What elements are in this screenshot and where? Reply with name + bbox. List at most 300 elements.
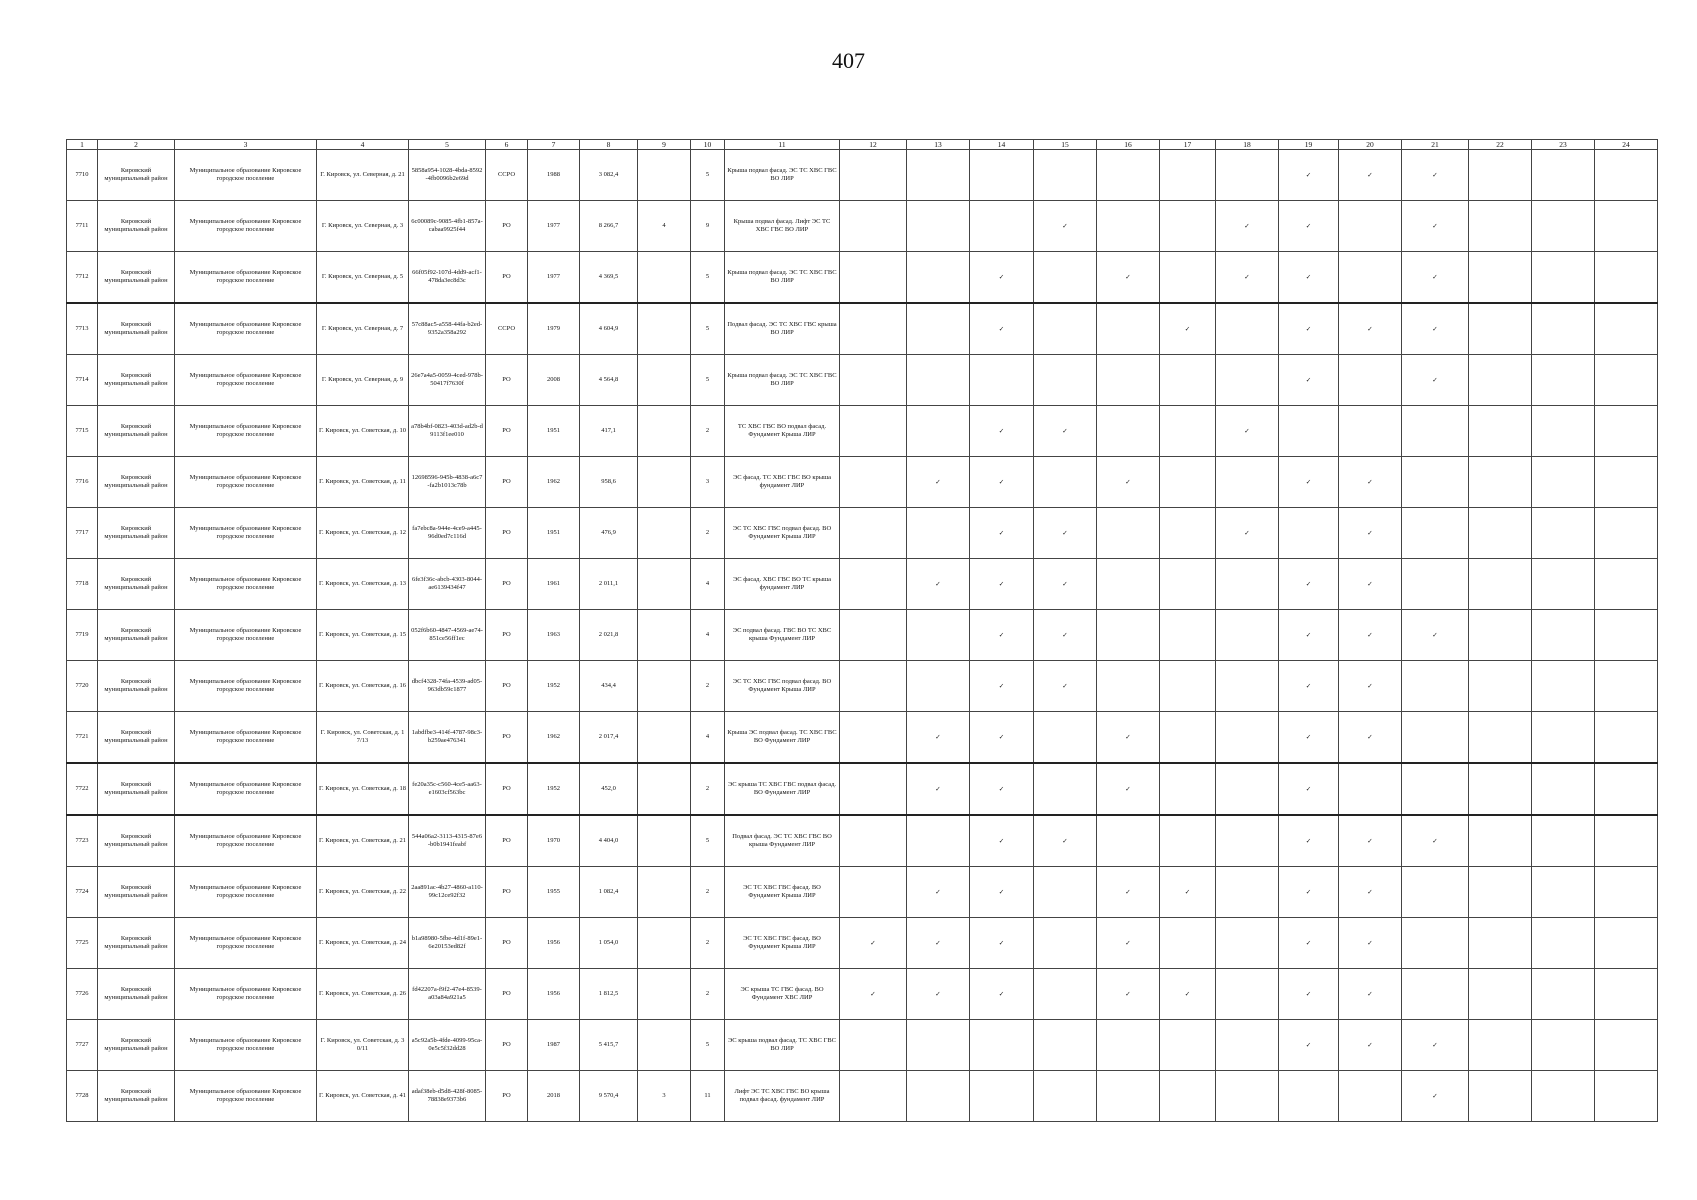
empty-mark-cell	[840, 457, 907, 508]
total-area-cell: 417,1	[580, 406, 638, 457]
empty-mark-cell	[1097, 201, 1160, 252]
empty-mark-cell	[1216, 150, 1279, 201]
empty-mark-cell	[1595, 815, 1658, 867]
checkmark-icon: ✓	[1279, 303, 1339, 355]
empty-mark-cell	[1216, 815, 1279, 867]
column-9-cell	[638, 150, 691, 201]
build-year-cell: 1956	[528, 918, 580, 969]
empty-mark-cell	[1339, 1071, 1402, 1122]
checkmark-icon: ✓	[970, 867, 1034, 918]
empty-mark-cell	[1532, 559, 1595, 610]
district-cell: Кировский муниципальный район	[98, 252, 175, 304]
empty-mark-cell	[840, 867, 907, 918]
empty-mark-cell	[1532, 252, 1595, 304]
row-number: 7716	[67, 457, 98, 508]
empty-mark-cell	[1402, 559, 1469, 610]
build-year-cell: 1962	[528, 712, 580, 764]
row-number: 7727	[67, 1020, 98, 1071]
checkmark-icon: ✓	[907, 712, 970, 764]
checkmark-icon: ✓	[1097, 867, 1160, 918]
district-cell: Кировский муниципальный район	[98, 1071, 175, 1122]
checkmark-icon: ✓	[1279, 559, 1339, 610]
house-guid-cell: a5c92a5b-4fde-4099-95ca-0e5c5f32dd28	[409, 1020, 486, 1071]
column-header: 8	[580, 140, 638, 150]
empty-mark-cell	[1216, 661, 1279, 712]
build-year-cell: 2008	[528, 355, 580, 406]
empty-mark-cell	[1595, 406, 1658, 457]
total-area-cell: 5 415,7	[580, 1020, 638, 1071]
empty-mark-cell	[907, 1020, 970, 1071]
empty-mark-cell	[907, 201, 970, 252]
checkmark-icon: ✓	[1097, 763, 1160, 815]
empty-mark-cell	[840, 815, 907, 867]
checkmark-icon: ✓	[1339, 661, 1402, 712]
management-type-cell: РО	[486, 1020, 528, 1071]
empty-mark-cell	[1532, 355, 1595, 406]
empty-mark-cell	[1532, 457, 1595, 508]
municipality-cell: Муниципальное образование Кировское городское поселение	[175, 712, 317, 764]
empty-mark-cell	[970, 1071, 1034, 1122]
checkmark-icon: ✓	[970, 457, 1034, 508]
empty-mark-cell	[1402, 457, 1469, 508]
column-9-cell	[638, 969, 691, 1020]
municipality-cell: Муниципальное образование Кировское городское поселение	[175, 1020, 317, 1071]
management-type-cell: РО	[486, 559, 528, 610]
address-cell: Г. Кировск, ул. Советская, д. 17/13	[317, 712, 409, 764]
empty-mark-cell	[1034, 355, 1097, 406]
house-guid-cell: fd42207a-f9f2-47e4-8539-a03a84a921a5	[409, 969, 486, 1020]
management-type-cell: ССРО	[486, 303, 528, 355]
empty-mark-cell	[1097, 1071, 1160, 1122]
row-number: 7718	[67, 559, 98, 610]
empty-mark-cell	[1595, 763, 1658, 815]
column-10-cell: 2	[691, 406, 725, 457]
row-number: 7711	[67, 201, 98, 252]
column-9-cell	[638, 815, 691, 867]
house-guid-cell: 544a06a2-3113-4315-87e6-b0b1941feabf	[409, 815, 486, 867]
empty-mark-cell	[1034, 1020, 1097, 1071]
management-type-cell: РО	[486, 763, 528, 815]
empty-mark-cell	[970, 355, 1034, 406]
table-row	[67, 867, 1658, 918]
district-cell: Кировский муниципальный район	[98, 815, 175, 867]
empty-mark-cell	[1595, 918, 1658, 969]
checkmark-icon: ✓	[1216, 508, 1279, 559]
empty-mark-cell	[840, 406, 907, 457]
work-types-cell: ТС ХВС ГВС ВО подвал фасад. Фундамент Крыша ЛИР	[725, 406, 840, 457]
empty-mark-cell	[1160, 406, 1216, 457]
column-9-cell	[638, 508, 691, 559]
work-types-cell: ЭС крыша ТС ГВС фасад. ВО Фундамент ХВС ЛИР	[725, 969, 840, 1020]
empty-mark-cell	[1595, 1020, 1658, 1071]
checkmark-icon: ✓	[1034, 406, 1097, 457]
checkmark-icon: ✓	[970, 969, 1034, 1020]
empty-mark-cell	[907, 303, 970, 355]
column-9-cell: 4	[638, 201, 691, 252]
checkmark-icon: ✓	[1034, 815, 1097, 867]
management-type-cell: РО	[486, 918, 528, 969]
checkmark-icon: ✓	[970, 252, 1034, 304]
management-type-cell: РО	[486, 457, 528, 508]
municipality-cell: Муниципальное образование Кировское городское поселение	[175, 559, 317, 610]
empty-mark-cell	[1034, 763, 1097, 815]
checkmark-icon: ✓	[907, 918, 970, 969]
empty-mark-cell	[840, 150, 907, 201]
build-year-cell: 1963	[528, 610, 580, 661]
column-header: 5	[409, 140, 486, 150]
management-type-cell: РО	[486, 867, 528, 918]
build-year-cell: 1977	[528, 201, 580, 252]
checkmark-icon: ✓	[1034, 559, 1097, 610]
empty-mark-cell	[1595, 303, 1658, 355]
empty-mark-cell	[1595, 1071, 1658, 1122]
empty-mark-cell	[1216, 457, 1279, 508]
work-types-cell: ЭС подвал фасад. ГВС ВО ТС ХВС крыша Фундамент ЛИР	[725, 610, 840, 661]
column-header: 14	[970, 140, 1034, 150]
work-types-cell: Крыша подвал фасад. Лифт ЭС ТС ХВС ГВС ВО ЛИР	[725, 201, 840, 252]
build-year-cell: 1952	[528, 763, 580, 815]
empty-mark-cell	[1532, 508, 1595, 559]
empty-mark-cell	[1216, 969, 1279, 1020]
checkmark-icon: ✓	[1279, 150, 1339, 201]
table-row	[67, 303, 1658, 355]
empty-mark-cell	[907, 508, 970, 559]
checkmark-icon: ✓	[1279, 969, 1339, 1020]
checkmark-icon: ✓	[1402, 252, 1469, 304]
build-year-cell: 1962	[528, 457, 580, 508]
empty-mark-cell	[1532, 201, 1595, 252]
empty-mark-cell	[840, 712, 907, 764]
total-area-cell: 2 021,8	[580, 610, 638, 661]
build-year-cell: 1977	[528, 252, 580, 304]
empty-mark-cell	[1469, 1020, 1532, 1071]
empty-mark-cell	[1160, 712, 1216, 764]
checkmark-icon: ✓	[907, 867, 970, 918]
checkmark-icon: ✓	[1339, 559, 1402, 610]
management-type-cell: РО	[486, 508, 528, 559]
empty-mark-cell	[1160, 815, 1216, 867]
column-10-cell: 2	[691, 508, 725, 559]
empty-mark-cell	[1469, 1071, 1532, 1122]
empty-mark-cell	[1216, 610, 1279, 661]
total-area-cell: 476,9	[580, 508, 638, 559]
house-guid-cell: fe20a35c-c560-4ce5-aa63-e1603cf563bc	[409, 763, 486, 815]
management-type-cell: РО	[486, 1071, 528, 1122]
checkmark-icon: ✓	[1402, 201, 1469, 252]
empty-mark-cell	[1034, 867, 1097, 918]
management-type-cell: РО	[486, 355, 528, 406]
municipality-cell: Муниципальное образование Кировское городское поселение	[175, 406, 317, 457]
address-cell: Г. Кировск, ул. Северная, д. 3	[317, 201, 409, 252]
empty-mark-cell	[907, 252, 970, 304]
empty-mark-cell	[1160, 252, 1216, 304]
house-guid-cell: a78b4bf-0823-403d-ad2b-d9113f1ee010	[409, 406, 486, 457]
column-9-cell	[638, 1020, 691, 1071]
housing-register-table	[66, 139, 1658, 1122]
municipality-cell: Муниципальное образование Кировское городское поселение	[175, 457, 317, 508]
table-row	[67, 712, 1658, 764]
row-number: 7719	[67, 610, 98, 661]
checkmark-icon: ✓	[1097, 969, 1160, 1020]
empty-mark-cell	[840, 610, 907, 661]
column-header: 9	[638, 140, 691, 150]
checkmark-icon: ✓	[970, 406, 1034, 457]
checkmark-icon: ✓	[1279, 867, 1339, 918]
table-row	[67, 763, 1658, 815]
empty-mark-cell	[1532, 815, 1595, 867]
row-number: 7710	[67, 150, 98, 201]
house-guid-cell: adaf38eb-d5d8-428f-8085-78838e9373b6	[409, 1071, 486, 1122]
empty-mark-cell	[1034, 918, 1097, 969]
work-types-cell: Подвал фасад. ЭС ТС ХВС ГВС крыша ВО ЛИР	[725, 303, 840, 355]
municipality-cell: Муниципальное образование Кировское городское поселение	[175, 303, 317, 355]
checkmark-icon: ✓	[907, 763, 970, 815]
empty-mark-cell	[840, 252, 907, 304]
empty-mark-cell	[1097, 1020, 1160, 1071]
checkmark-icon: ✓	[1279, 252, 1339, 304]
empty-mark-cell	[1402, 508, 1469, 559]
checkmark-icon: ✓	[1279, 661, 1339, 712]
checkmark-icon: ✓	[1216, 406, 1279, 457]
empty-mark-cell	[1469, 150, 1532, 201]
empty-mark-cell	[840, 201, 907, 252]
checkmark-icon: ✓	[1097, 252, 1160, 304]
column-9-cell	[638, 867, 691, 918]
work-types-cell: ЭС ТС ХВС ГВС подвал фасад. ВО Фундамент Крыша ЛИР	[725, 661, 840, 712]
column-header: 2	[98, 140, 175, 150]
checkmark-icon: ✓	[1402, 1020, 1469, 1071]
district-cell: Кировский муниципальный район	[98, 201, 175, 252]
total-area-cell: 2 011,1	[580, 559, 638, 610]
column-9-cell	[638, 918, 691, 969]
total-area-cell: 434,4	[580, 661, 638, 712]
column-header: 1	[67, 140, 98, 150]
district-cell: Кировский муниципальный район	[98, 610, 175, 661]
empty-mark-cell	[1532, 763, 1595, 815]
row-number: 7723	[67, 815, 98, 867]
management-type-cell: РО	[486, 610, 528, 661]
checkmark-icon: ✓	[970, 610, 1034, 661]
column-header: 19	[1279, 140, 1339, 150]
work-types-cell: Лифт ЭС ТС ХВС ГВС ВО крыша подвал фасад. фундамент ЛИР	[725, 1071, 840, 1122]
empty-mark-cell	[1532, 661, 1595, 712]
row-number: 7720	[67, 661, 98, 712]
empty-mark-cell	[840, 559, 907, 610]
empty-mark-cell	[1339, 406, 1402, 457]
column-9-cell	[638, 559, 691, 610]
empty-mark-cell	[1216, 303, 1279, 355]
checkmark-icon: ✓	[1279, 712, 1339, 764]
total-area-cell: 9 570,4	[580, 1071, 638, 1122]
empty-mark-cell	[1097, 661, 1160, 712]
row-number: 7713	[67, 303, 98, 355]
management-type-cell: РО	[486, 201, 528, 252]
address-cell: Г. Кировск, ул. Советская, д. 21	[317, 815, 409, 867]
empty-mark-cell	[1469, 508, 1532, 559]
empty-mark-cell	[1469, 969, 1532, 1020]
empty-mark-cell	[1097, 610, 1160, 661]
checkmark-icon: ✓	[1034, 661, 1097, 712]
column-10-cell: 5	[691, 1020, 725, 1071]
column-9-cell	[638, 406, 691, 457]
checkmark-icon: ✓	[1339, 303, 1402, 355]
table-row	[67, 610, 1658, 661]
empty-mark-cell	[840, 1071, 907, 1122]
checkmark-icon: ✓	[1339, 867, 1402, 918]
empty-mark-cell	[1595, 355, 1658, 406]
column-header: 24	[1595, 140, 1658, 150]
column-number-row	[67, 140, 1658, 150]
address-cell: Г. Кировск, ул. Советская, д. 18	[317, 763, 409, 815]
address-cell: Г. Кировск, ул. Северная, д. 9	[317, 355, 409, 406]
table-row	[67, 559, 1658, 610]
column-10-cell: 5	[691, 150, 725, 201]
empty-mark-cell	[1216, 867, 1279, 918]
address-cell: Г. Кировск, ул. Советская, д. 41	[317, 1071, 409, 1122]
total-area-cell: 958,6	[580, 457, 638, 508]
work-types-cell: ЭС фасад. ХВС ГВС ВО ТС крыша фундамент ЛИР	[725, 559, 840, 610]
work-types-cell: Крыша ЭС подвал фасад. ТС ХВС ГВС ВО Фундамент ЛИР	[725, 712, 840, 764]
district-cell: Кировский муниципальный район	[98, 406, 175, 457]
column-10-cell: 5	[691, 303, 725, 355]
total-area-cell: 8 266,7	[580, 201, 638, 252]
house-guid-cell: 66f05f92-107d-4dd9-acf1-478da3ec8d3c	[409, 252, 486, 304]
column-header: 13	[907, 140, 970, 150]
address-cell: Г. Кировск, ул. Советская, д. 16	[317, 661, 409, 712]
table-row	[67, 1071, 1658, 1122]
column-10-cell: 2	[691, 867, 725, 918]
house-guid-cell: 12698596-945b-4838-a6c7-fa2b1013c78b	[409, 457, 486, 508]
total-area-cell: 1 812,5	[580, 969, 638, 1020]
row-number: 7717	[67, 508, 98, 559]
house-guid-cell: 2aa891ac-4b27-4860-a110-99c12ce92f32	[409, 867, 486, 918]
table-row	[67, 918, 1658, 969]
address-cell: Г. Кировск, ул. Северная, д. 21	[317, 150, 409, 201]
checkmark-icon: ✓	[1339, 457, 1402, 508]
empty-mark-cell	[1532, 150, 1595, 201]
management-type-cell: РО	[486, 252, 528, 304]
empty-mark-cell	[1216, 1020, 1279, 1071]
total-area-cell: 3 082,4	[580, 150, 638, 201]
row-number: 7715	[67, 406, 98, 457]
empty-mark-cell	[1469, 252, 1532, 304]
empty-mark-cell	[1595, 712, 1658, 764]
address-cell: Г. Кировск, ул. Советская, д. 15	[317, 610, 409, 661]
work-types-cell: ЭС ТС ХВС ГВС фасад. ВО Фундамент Крыша ЛИР	[725, 867, 840, 918]
checkmark-icon: ✓	[1339, 150, 1402, 201]
row-number: 7728	[67, 1071, 98, 1122]
column-header: 15	[1034, 140, 1097, 150]
column-9-cell	[638, 457, 691, 508]
checkmark-icon: ✓	[1402, 815, 1469, 867]
checkmark-icon: ✓	[1339, 1020, 1402, 1071]
address-cell: Г. Кировск, ул. Советская, д. 22	[317, 867, 409, 918]
checkmark-icon: ✓	[1402, 610, 1469, 661]
district-cell: Кировский муниципальный район	[98, 150, 175, 201]
empty-mark-cell	[1595, 559, 1658, 610]
table-row	[67, 661, 1658, 712]
row-number: 7722	[67, 763, 98, 815]
column-9-cell	[638, 661, 691, 712]
house-guid-cell: 6c00089c-9085-4fb1-857a-cabaa9925f44	[409, 201, 486, 252]
house-guid-cell: fa7ebc8a-944e-4ce9-a445-96d0ed7c116d	[409, 508, 486, 559]
build-year-cell: 1987	[528, 1020, 580, 1071]
empty-mark-cell	[1279, 406, 1339, 457]
empty-mark-cell	[1279, 508, 1339, 559]
column-header: 4	[317, 140, 409, 150]
work-types-cell: Крыша подвал фасад. ЭС ТС ХВС ГВС ВО ЛИР	[725, 355, 840, 406]
checkmark-icon: ✓	[1160, 303, 1216, 355]
checkmark-icon: ✓	[1160, 867, 1216, 918]
empty-mark-cell	[1160, 355, 1216, 406]
checkmark-icon: ✓	[1097, 457, 1160, 508]
row-number: 7724	[67, 867, 98, 918]
checkmark-icon: ✓	[970, 559, 1034, 610]
empty-mark-cell	[1532, 867, 1595, 918]
checkmark-icon: ✓	[970, 303, 1034, 355]
column-header: 23	[1532, 140, 1595, 150]
column-header: 17	[1160, 140, 1216, 150]
build-year-cell: 2018	[528, 1071, 580, 1122]
column-9-cell	[638, 355, 691, 406]
empty-mark-cell	[1469, 303, 1532, 355]
column-header: 18	[1216, 140, 1279, 150]
work-types-cell: Крыша подвал фасад. ЭС ТС ХВС ГВС ВО ЛИР	[725, 150, 840, 201]
empty-mark-cell	[1595, 252, 1658, 304]
build-year-cell: 1956	[528, 969, 580, 1020]
empty-mark-cell	[1469, 867, 1532, 918]
house-guid-cell: 052f6b60-4847-4569-ae74-851ce56ff1ec	[409, 610, 486, 661]
empty-mark-cell	[840, 303, 907, 355]
empty-mark-cell	[1532, 1071, 1595, 1122]
empty-mark-cell	[1160, 661, 1216, 712]
checkmark-icon: ✓	[970, 508, 1034, 559]
empty-mark-cell	[1160, 508, 1216, 559]
empty-mark-cell	[1097, 150, 1160, 201]
district-cell: Кировский муниципальный район	[98, 355, 175, 406]
empty-mark-cell	[1216, 355, 1279, 406]
work-types-cell: ЭС крыша ТС ХВС ГВС подвал фасад. ВО Фундамент ЛИР	[725, 763, 840, 815]
build-year-cell: 1979	[528, 303, 580, 355]
municipality-cell: Муниципальное образование Кировское городское поселение	[175, 815, 317, 867]
checkmark-icon: ✓	[1339, 610, 1402, 661]
municipality-cell: Муниципальное образование Кировское городское поселение	[175, 763, 317, 815]
empty-mark-cell	[970, 1020, 1034, 1071]
management-type-cell: РО	[486, 661, 528, 712]
empty-mark-cell	[1402, 661, 1469, 712]
column-header: 3	[175, 140, 317, 150]
empty-mark-cell	[907, 610, 970, 661]
empty-mark-cell	[1216, 559, 1279, 610]
empty-mark-cell	[1469, 355, 1532, 406]
address-cell: Г. Кировск, ул. Советская, д. 12	[317, 508, 409, 559]
checkmark-icon: ✓	[1279, 355, 1339, 406]
checkmark-icon: ✓	[970, 712, 1034, 764]
empty-mark-cell	[1532, 406, 1595, 457]
row-number: 7725	[67, 918, 98, 969]
municipality-cell: Муниципальное образование Кировское городское поселение	[175, 508, 317, 559]
checkmark-icon: ✓	[1279, 918, 1339, 969]
empty-mark-cell	[1532, 1020, 1595, 1071]
address-cell: Г. Кировск, ул. Советская, д. 13	[317, 559, 409, 610]
checkmark-icon: ✓	[1339, 815, 1402, 867]
empty-mark-cell	[1469, 918, 1532, 969]
district-cell: Кировский муниципальный район	[98, 712, 175, 764]
table-row	[67, 201, 1658, 252]
empty-mark-cell	[1160, 610, 1216, 661]
checkmark-icon: ✓	[840, 969, 907, 1020]
column-10-cell: 5	[691, 355, 725, 406]
